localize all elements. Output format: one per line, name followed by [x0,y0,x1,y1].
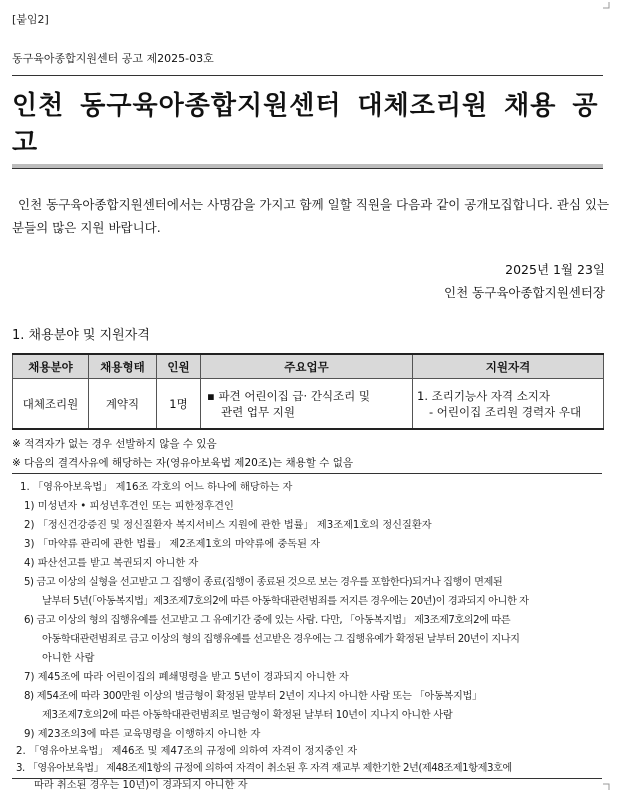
header-count: 인원 [157,354,201,379]
list-item: 8) 제54조에 따라 300만원 이상의 벌금형이 확정된 말부터 2년이 지나지 아니한 사람 또는 「아동복지법」 [24,691,482,702]
list-item: 1) 미성년자 • 피성년후견인 또는 피한정후견인 [24,501,234,512]
section-heading: 1. 채용분야 및 지원자격 [12,328,150,343]
qual-line-1: 1. 조리기능사 자격 소지자 [417,388,551,403]
list-item: 2) 「정신건강증진 및 정신질환자 복지서비스 지원에 관한 법률」 제3조제1호의 정신질환자 [24,520,432,531]
cell-type: 계약직 [89,379,157,430]
list-item: 3. 「영유아보육법」 제48조제1항의 규정에 의하여 자격이 취소된 후 자격 재교부 제한기한 2년(제48조제1항제3호에 [16,763,512,774]
list-item: 5) 금고 이상의 실형을 선고받고 그 집행이 종료(집행이 종료된 것으로 보는 경우를 포함한다)되거나 집행이 면제된 [24,577,503,588]
intro-text: 인천 동구육아종합지원센터에서는 사명감을 가지고 함께 일할 직원을 다음과 같이 공개모집합니다. 관심 있는 분들의 많은 지원 바랍니다. [12,197,610,235]
notice-number: 동구육아종합지원센터 공고 제2025-03호 [12,52,214,65]
table-header-row [13,354,604,379]
corner-mark-icon [603,2,610,9]
title-box [12,75,603,169]
list-item: 9) 제23조의3에 따른 교육명령을 이행하지 아니한 자 [24,729,261,740]
duty-line-1: ▪ 파견 어린이집 급· 간식조리 및 [207,388,371,403]
list-item: 4) 파산선고를 받고 복권되지 아니한 자 [24,558,199,569]
title-shadow [12,164,603,168]
issuer-name: 인천 동구육아종합지원센터장 [444,285,605,300]
qual-line-2: - 어린이집 조리원 경력자 우대 [429,404,582,419]
header-type: 채용형태 [89,354,157,379]
table-row [13,379,604,430]
page-title: 인천 동구육아종합지원센터 대체조리원 채용 공고 [12,91,599,158]
note-line: ※ 적격자가 없는 경우 선발하지 않을 수 있음 [12,438,217,450]
cell-duty [201,379,413,430]
header-qualification: 지원자격 [413,354,604,379]
corner-mark-icon [603,783,610,790]
list-item: 날부터 5년(「아동복지법」제3조제7호의2에 따른 아동학대관련범죄를 저지른 경우에는 20년)이 경과되지 아니한 자 [42,596,529,607]
list-item: 제3조제7호의2에 따른 아동학대관련범죄로 벌금형이 확정된 날부터 10년이 지나지 아니한 사람 [42,710,453,721]
list-item: 7) 제45조에 따라 어린이집의 폐쇄명령을 받고 5년이 경과되지 아니한 자 [24,672,349,683]
header-field: 채용분야 [13,354,89,379]
header-duty: 주요업무 [201,354,413,379]
intro-paragraph [12,193,610,239]
list-item: 3) 「마약류 관리에 관한 법률」 제2조제1호의 마약류에 중독된 자 [24,539,321,550]
recruitment-table [12,353,604,430]
duty-line-2: 관련 업무 지원 [221,404,295,419]
disqualification-box [12,473,602,779]
list-item: 1. 「영유아보육법」 제16조 각호의 어느 하나에 해당하는 자 [20,482,293,493]
attachment-label: [붙임2] [12,13,49,26]
cell-count: 1명 [157,379,201,430]
cell-field: 대체조리원 [13,379,89,430]
list-item: 아동학대관련범죄로 금고 이상의 형의 집행유예를 선고받은 경우에는 그 집행유예가 확정된 날부터 20년이 지나지 [42,634,520,645]
cell-qualification [413,379,604,430]
list-item: 따라 취소된 경우는 10년)이 경과되지 아니한 자 [34,780,248,791]
list-item: 아니한 사람 [42,653,95,664]
list-item: 2. 「영유아보육법」 제46조 및 제47조의 규정에 의하여 자격이 정지중인 자 [16,746,358,757]
note-line: ※ 다음의 결격사유에 해당하는 자(영유아보육법 제20조)는 채용할 수 없음 [12,457,354,469]
list-item: 6) 금고 이상의 형의 집행유예를 선고받고 그 유예기간 중에 있는 사람. 다만, 「아동복지법」 제3조제7호의2에 따른 [24,615,511,626]
notice-date: 2025년 1월 23일 [505,262,605,277]
